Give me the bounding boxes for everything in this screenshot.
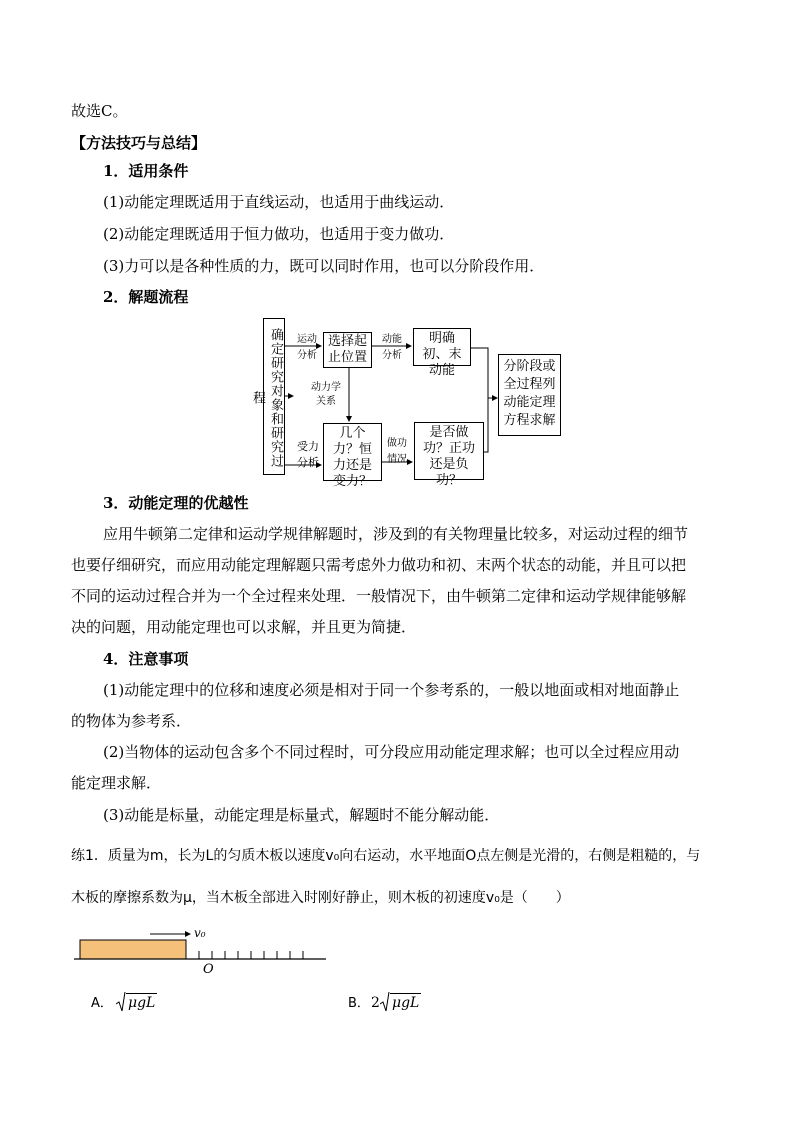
- flow-label-motion: 运动: [297, 334, 317, 345]
- section4-title: 4．注意事项: [103, 650, 189, 668]
- section4-line: (3)动能是标量，动能定理是标量式，解题时不能分解动能．: [103, 806, 500, 824]
- flow-box-position: 选择起止位置: [323, 332, 372, 368]
- flow-label-work: 做功: [387, 438, 407, 449]
- exercise-line: 木板的摩擦系数为μ，当木板全部进入时刚好静止，则木板的初速度v₀是（ ）: [71, 890, 570, 906]
- section1-title: 1．适用条件: [103, 162, 189, 180]
- section4-line: (1)动能定理中的位移和速度必须是相对于同一个参考系的，一般以地面或相对地面静止: [103, 681, 680, 699]
- origin-label: O: [203, 962, 214, 977]
- conclusion-text: 故选C。: [71, 102, 128, 120]
- section1-item: (2)动能定理既适用于恒力做功，也适用于变力做功．: [103, 225, 455, 243]
- section4-line: (2)当物体的运动包含多个不同过程时，可分段应用动能定理求解；也可以全过程应用动: [103, 743, 680, 761]
- method-heading: 【方法技巧与总结】: [71, 134, 207, 152]
- section3-line: 决的问题，用动能定理也可以求解，并且更为简捷．: [71, 618, 417, 636]
- option-b-expr: μgL: [392, 995, 420, 1011]
- option-b-label: B．: [348, 996, 370, 1011]
- flow-label-dynamics: 动力学: [311, 382, 341, 393]
- section3-line: 不同的运动过程合并为一个全过程来处理．一般情况下，由牛顿第二定律和运动学规律能够解: [71, 587, 687, 605]
- section2-title: 2．解题流程: [103, 288, 189, 306]
- flow-label-force: 受力: [297, 440, 319, 453]
- section4-line: 的物体为参考系．: [71, 712, 192, 730]
- flow-label-analysis: 分析: [297, 350, 317, 361]
- flow-label-force-analysis: 分析: [297, 456, 319, 469]
- option-a-label: A．: [91, 996, 113, 1011]
- flow-box-force: 几个力？恒力还是变力？: [323, 423, 382, 481]
- flow-label-work-situation: 情况: [387, 454, 407, 465]
- flow-start-box: 确定研究对象和研究过程: [263, 318, 285, 475]
- section4-line: 能定理求解．: [71, 774, 162, 792]
- section3-line: 应用牛顿第二定律和运动学规律解题时，涉及到的有关物理量比较多，对运动过程的细节: [103, 525, 689, 543]
- flow-label-energy-analysis: 分析: [382, 350, 402, 361]
- flow-box-result: 分阶段或全过程列动能定理方程求解: [498, 354, 561, 436]
- sqrt-icon: [116, 990, 126, 1014]
- option-a-expr: μgL: [128, 995, 156, 1011]
- flow-label-relation: 关系: [316, 396, 336, 407]
- flow-box-kinetic: 明确初、末动能: [413, 328, 471, 366]
- sqrt-icon: [380, 990, 390, 1014]
- section1-item: (1)动能定理既适用于直线运动，也适用于曲线运动．: [103, 193, 455, 211]
- section1-item: (3)力可以是各种性质的力，既可以同时作用，也可以分阶段作用．: [103, 257, 545, 275]
- section3-title: 3．动能定理的优越性: [103, 494, 249, 512]
- exercise-line: 练1．质量为m，长为L的匀质木板以速度v₀向右运动，水平地面O点左侧是光滑的，右侧是粗糙的，与: [71, 848, 701, 864]
- section3-line: 也要仔细研究，而应用动能定理解题只需考虑外力做功和初、末两个状态的动能，并且可以把: [71, 556, 687, 574]
- flow-box-work: 是否做功？正功还是负功？: [414, 422, 484, 480]
- flow-label-energy: 动能: [382, 334, 402, 345]
- velocity-label: v₀: [194, 926, 206, 940]
- option-b-coefficient: 2: [371, 995, 380, 1011]
